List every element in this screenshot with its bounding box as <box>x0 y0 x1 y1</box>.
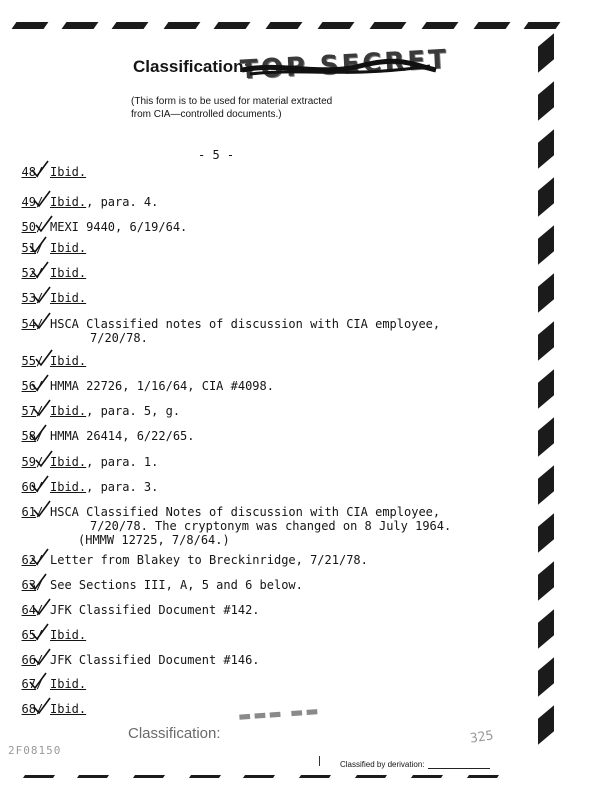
footnote-item <box>10 578 303 592</box>
footnote-text <box>50 165 86 179</box>
footnote-number: 63 <box>21 578 36 592</box>
classification-label: Classification: <box>133 57 250 76</box>
footnote-citation: Ibid. <box>50 480 87 494</box>
footnote-text <box>50 195 158 209</box>
check-mark-icon <box>34 349 54 367</box>
classification-stamp: TOP SECRET <box>239 44 450 86</box>
footnote-number: 68 <box>21 702 36 716</box>
border-stripe <box>538 561 554 600</box>
border-dash <box>422 22 459 29</box>
border-dash <box>524 22 561 29</box>
border-stripe <box>538 273 554 312</box>
footnote-number: 51 <box>21 241 36 255</box>
footnote-citation: MEXI 9440, 6/19/64. <box>50 220 188 234</box>
derivation-blank-line <box>428 768 490 769</box>
footnote-number: 61 <box>21 505 36 519</box>
border-dash <box>77 775 109 778</box>
footnote-citation: Ibid. <box>50 291 87 305</box>
footnote-text <box>50 317 440 345</box>
form-note <box>131 95 332 121</box>
footnote-slash: / <box>36 354 44 368</box>
border-stripe <box>538 369 554 408</box>
footnote-number: 53 <box>21 291 36 305</box>
footnote-continuation: 7/20/78. <box>90 331 148 345</box>
footnote-slash: / <box>36 628 44 642</box>
footnote-item <box>10 702 86 716</box>
footnote-number: 59 <box>21 455 36 469</box>
form-note-line-1: (This form is to be used for material extracted <box>131 96 333 107</box>
right-stripe-border <box>538 40 556 785</box>
footer-stamp-mark: ▬▬▬ ▬▬ <box>237 703 322 725</box>
footnote-text <box>50 220 187 234</box>
form-note-line-2: from CIA—controlled documents.) <box>131 109 282 120</box>
footnote-text <box>50 578 303 592</box>
border-dash <box>23 775 55 778</box>
footnote-item <box>10 266 86 280</box>
footnote-number: 64 <box>21 603 36 617</box>
footnote-citation: Ibid. <box>50 702 87 716</box>
footnote-text <box>50 677 86 691</box>
footnote-number: 60 <box>21 480 36 494</box>
border-dash <box>189 775 221 778</box>
footnote-text <box>50 553 368 567</box>
document-id: 2F08150 <box>8 744 62 757</box>
footnote-text <box>50 603 260 617</box>
footnote-text <box>50 653 260 667</box>
check-mark-icon <box>32 500 52 518</box>
footnote-text <box>50 379 274 393</box>
footnote-item <box>10 379 274 393</box>
footnote-slash: / <box>36 455 44 469</box>
footnote-slash: / <box>36 404 44 418</box>
footnote-slash: / <box>36 317 44 331</box>
footnote-item <box>10 505 451 547</box>
check-mark-icon <box>30 261 50 279</box>
border-stripe <box>538 33 554 72</box>
footnote-citation: Ibid. <box>50 241 87 255</box>
footnote-item <box>10 603 260 617</box>
border-dash <box>243 775 275 778</box>
border-stripe <box>538 609 554 648</box>
border-stripe <box>538 81 554 120</box>
footnote-citation: HSCA Classified notes of discussion with CIA employee, <box>50 317 441 331</box>
border-dash <box>112 22 149 29</box>
footnote-text <box>50 628 86 642</box>
footnote-citation: Ibid. <box>50 455 87 469</box>
footnote-item <box>10 195 158 209</box>
footnote-item <box>10 291 86 305</box>
border-stripe <box>538 177 554 216</box>
footnote-citation: HSCA Classified Notes of discussion with CIA employee, <box>50 505 441 519</box>
border-dash <box>318 22 355 29</box>
footnote-item <box>10 404 180 418</box>
footnote-slash: / <box>36 553 44 567</box>
footnote-number: 67 <box>21 677 36 691</box>
footnote-suffix: , para. 5, g. <box>86 404 181 418</box>
footnote-continuation: 7/20/78. The cryptonym was changed on 8 July 1964. <box>90 519 452 533</box>
footnote-slash: / <box>36 480 44 494</box>
footnote-slash: / <box>36 429 44 443</box>
footnote-item <box>10 553 368 567</box>
classified-by-derivation <box>340 760 490 769</box>
footnote-item <box>10 677 86 691</box>
footnote-slash: / <box>36 677 44 691</box>
footnote-slash: / <box>36 195 44 209</box>
border-dash <box>62 22 99 29</box>
footnote-number: 62 <box>21 553 36 567</box>
footnote-slash: / <box>36 702 44 716</box>
footnote-number: 65 <box>21 628 36 642</box>
footnote-number: 56 <box>21 379 36 393</box>
footnote-text <box>50 354 86 368</box>
footnote-slash: / <box>36 266 44 280</box>
redaction-scribble <box>240 56 438 82</box>
footnote-item <box>10 317 440 345</box>
border-dash <box>164 22 201 29</box>
check-mark-icon <box>28 424 48 442</box>
footnote-number: 58 <box>21 429 36 443</box>
footnote-item <box>10 241 86 255</box>
footer-classification-label: Classification: <box>128 725 221 742</box>
border-stripe <box>538 705 554 744</box>
footnote-item <box>10 354 86 368</box>
footnote-slash: / <box>36 220 44 234</box>
border-dash <box>133 775 165 778</box>
footnote-slash: / <box>36 578 44 592</box>
footnote-slash: / <box>36 291 44 305</box>
footnote-number: 52 <box>21 266 36 280</box>
check-mark-icon <box>30 623 50 641</box>
footnote-citation: Ibid. <box>50 195 87 209</box>
footnote-number: 66 <box>21 653 36 667</box>
border-dash <box>299 775 331 778</box>
footnote-item <box>10 220 187 234</box>
footnote-citation: Letter from Blakey to Breckinridge, 7/21/78. <box>50 553 368 567</box>
check-mark-icon <box>30 548 50 566</box>
footnote-slash: / <box>36 379 44 393</box>
handwritten-page-marking: 325 <box>469 728 495 747</box>
border-stripe <box>538 225 554 264</box>
border-stripe <box>538 129 554 168</box>
check-mark-icon <box>30 374 50 392</box>
footnote-number: 55 <box>21 354 36 368</box>
footnote-text <box>50 480 158 494</box>
check-mark-icon <box>34 450 54 468</box>
check-mark-icon <box>28 236 48 254</box>
footnote-text <box>50 702 86 716</box>
check-mark-icon <box>34 215 54 233</box>
footnote-item <box>10 628 86 642</box>
footnote-citation: Ibid. <box>50 677 87 691</box>
footnote-suffix: , para. 4. <box>86 195 159 209</box>
footnote-number: 49 <box>21 195 36 209</box>
footnote-item <box>10 455 158 469</box>
footnote-text <box>50 455 158 469</box>
border-stripe <box>538 657 554 696</box>
derivation-label: Classified by derivation: <box>340 760 425 769</box>
page-number: - 5 - <box>198 148 235 162</box>
border-dash <box>266 22 303 29</box>
footnote-item <box>10 653 260 667</box>
footnote-citation: HMMA 26414, 6/22/65. <box>50 429 195 443</box>
footnote-citation: Ibid. <box>50 266 87 280</box>
footnote-text <box>50 429 195 443</box>
border-dash <box>411 775 443 778</box>
footnote-item <box>10 429 195 443</box>
footnote-suffix: , para. 1. <box>86 455 159 469</box>
border-stripe <box>538 465 554 504</box>
footnote-citation: Ibid. <box>50 628 87 642</box>
check-mark-icon <box>30 160 50 178</box>
footnote-slash: / <box>36 653 44 667</box>
footnote-citation: JFK Classified Document #142. <box>50 603 260 617</box>
footnote-continuation: (HMMW 12725, 7/8/64.) <box>78 533 230 547</box>
check-mark-icon <box>32 399 52 417</box>
footer-tick-mark <box>319 756 320 766</box>
border-dash <box>12 22 49 29</box>
footnote-suffix: , para. 3. <box>86 480 159 494</box>
check-mark-icon <box>28 573 48 591</box>
footnote-slash: / <box>36 241 44 255</box>
footnote-citation: JFK Classified Document #146. <box>50 653 260 667</box>
footnote-slash: / <box>36 165 44 179</box>
footnote-text <box>50 241 86 255</box>
check-mark-icon <box>32 312 52 330</box>
footnote-text <box>50 291 86 305</box>
footnote-citation: Ibid. <box>50 165 87 179</box>
border-dash <box>370 22 407 29</box>
footnote-number: 48 <box>21 165 36 179</box>
footnote-slash: / <box>36 603 44 617</box>
footnote-citation: Ibid. <box>50 404 87 418</box>
check-mark-icon <box>32 190 52 208</box>
footnote-citation: HMMA 22726, 1/16/64, CIA #4098. <box>50 379 274 393</box>
footnote-text <box>50 404 180 418</box>
check-mark-icon <box>32 598 52 616</box>
footnote-text <box>50 505 451 547</box>
footnote-number: 54 <box>21 317 36 331</box>
footnote-number: 57 <box>21 404 36 418</box>
border-dash <box>355 775 387 778</box>
check-mark-icon <box>30 475 50 493</box>
border-dash <box>467 775 499 778</box>
footnote-item <box>10 165 86 179</box>
check-mark-icon <box>32 286 52 304</box>
footnote-text <box>50 266 86 280</box>
check-mark-icon <box>32 648 52 666</box>
footnote-citation: See Sections III, A, 5 and 6 below. <box>50 578 303 592</box>
border-stripe <box>538 321 554 360</box>
footnote-slash: / <box>36 505 44 519</box>
footnote-citation: Ibid. <box>50 354 87 368</box>
check-mark-icon <box>32 697 52 715</box>
border-dash <box>214 22 251 29</box>
footnote-number: 50 <box>21 220 36 234</box>
border-dash <box>474 22 511 29</box>
footnote-item <box>10 480 158 494</box>
check-mark-icon <box>28 672 48 690</box>
border-stripe <box>538 513 554 552</box>
border-stripe <box>538 417 554 456</box>
